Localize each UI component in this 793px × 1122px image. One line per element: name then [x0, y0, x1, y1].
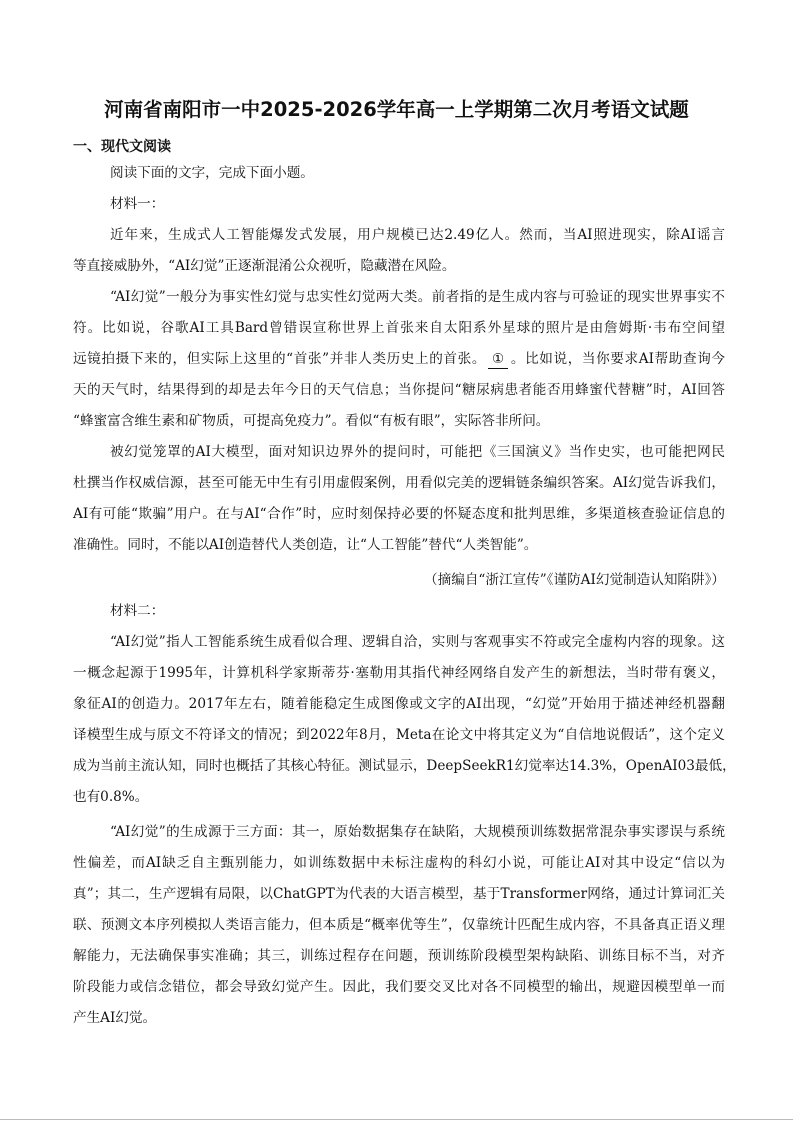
paragraph-line: 近年来，生成式人工智能爆发式发展，用户规模已达2.49亿人。然而，当AI照进现实，除AI谣言 — [110, 227, 725, 243]
paragraph-line: 天的天气时，结果得到的却是去年今日的天气信息；当你提问“糖尿病患者能否用蜂蜜代替糖”时，AI回答 — [73, 382, 725, 398]
paragraph-line: 象征AI的创造力。2017年左右，随着能稳定生成图像或文字的AI出现，“幻觉”开始用于描述神经机器翻 — [73, 696, 725, 712]
paragraph-line: 被幻觉笼罩的AI大模型，面对知识边界外的提问时，可能把《三国演义》当作史实，也可能把网民 — [110, 444, 725, 460]
paragraph-line: 一概念起源于1995年，计算机科学家斯蒂芬·塞勒用其指代神经网络自发产生的新想法，当时带有褒义， — [73, 665, 725, 681]
paragraph-line: 真”；其二，生产逻辑有局限，以ChatGPT为代表的大语言模型，基于Transformer网络，通过计算词汇关 — [73, 886, 725, 902]
page-bottom-divider — [0, 1119, 793, 1120]
paragraph-line: 杜撰当作权威信源，甚至可能无中生有引用虚假案例，用看似完美的逻辑链条编织答案。AI幻觉告诉我们， — [73, 475, 725, 491]
paragraph-line: “AI幻觉”指人工智能系统生成看似合理、逻辑自洽，实则与客观事实不符或完全虚构内容的现象。这 — [110, 634, 725, 650]
paragraph-line: AI有可能“欺骗”用户。在与AI“合作”时，应时刻保持必要的怀疑态度和批判思维，多渠道核查验证信息的 — [73, 506, 725, 522]
text: 远镜拍摄下来的，但实际上这里的“首张”并非人类历史上的首张。 — [73, 351, 487, 367]
paragraph-line: “蜂蜜富含维生素和矿物质，可提高免疫力”。看似“有板有眼”，实际答非所问。 — [73, 413, 550, 429]
fill-in-blank: ① — [488, 350, 508, 369]
paragraph-line: “AI幻觉”的生成源于三方面：其一，原始数据集存在缺陷，大规模预训练数据常混杂事实谬误与系统 — [110, 824, 725, 840]
document-body — [73, 158, 736, 1034]
paragraph-line: 成为当前主流认知，同时也概括了其核心特征。测试显示，DeepSeekR1幻觉率达14.3%，OpenAI03最低， — [73, 758, 736, 774]
paragraph-line — [73, 344, 725, 375]
section-heading: 一、现代文阅读 — [73, 139, 171, 155]
material-1-label: 材料一： — [110, 196, 165, 212]
paragraph-line: 性偏差，而AI缺乏自主甄别能力，如训练数据中未标注虚构的科幻小说，可能让AI对其中设定“信以为 — [73, 855, 725, 871]
paragraph-line: 等直接威胁外，“AI幻觉”正逐渐混淆公众视听，隐藏潜在风险。 — [73, 258, 456, 274]
paragraph-line: 解能力，无法确保事实准确；其三，训练过程存在问题，预训练阶段模型架构缺陷、训练目标不当，对齐 — [73, 948, 725, 964]
document-title: 河南省南阳市一中2025-2026学年高一上学期第二次月考语文试题 — [104, 98, 689, 121]
source-citation: （摘编自“浙江宣传”《谨防AI幻觉制造认知陷阱》） — [424, 572, 725, 588]
paragraph-line: “AI幻觉”一般分为事实性幻觉与忠实性幻觉两大类。前者指的是生成内容与可验证的现实世界事实不 — [110, 289, 725, 305]
paragraph-line: 也有0.8%。 — [73, 789, 149, 805]
instruction: 阅读下面的文字，完成下面小题。 — [110, 165, 314, 181]
text: 。比如说，当你要求AI帮助查询今 — [510, 351, 725, 367]
paragraph-line: 联、预测文本序列模拟人类语言能力，但本质是“概率优等生”，仅靠统计匹配生成内容，不具备真正语义理 — [73, 917, 725, 933]
paragraph-line: 准确性。同时，不能以AI创造替代人类创造，让“人工智能”替代“人类智能”。 — [73, 537, 538, 553]
paragraph-line: 译模型生成与原文不符译文的情况；到2022年8月，Meta在论文中将其定义为“自信地说假话”，这个定义 — [73, 727, 725, 743]
paragraph-line: 产生AI幻觉。 — [73, 1010, 157, 1026]
paragraph-line: 符。比如说，谷歌AI工具Bard曾错误宣称世界上首张来自太阳系外星球的照片是由詹姆斯·韦布空间望 — [73, 320, 725, 336]
paragraph-line: 阶段能力或信念错位，都会导致幻觉产生。因此，我们要交叉比对各不同模型的输出，规避因模型单一而 — [73, 979, 725, 995]
material-2-label: 材料二： — [110, 603, 165, 619]
